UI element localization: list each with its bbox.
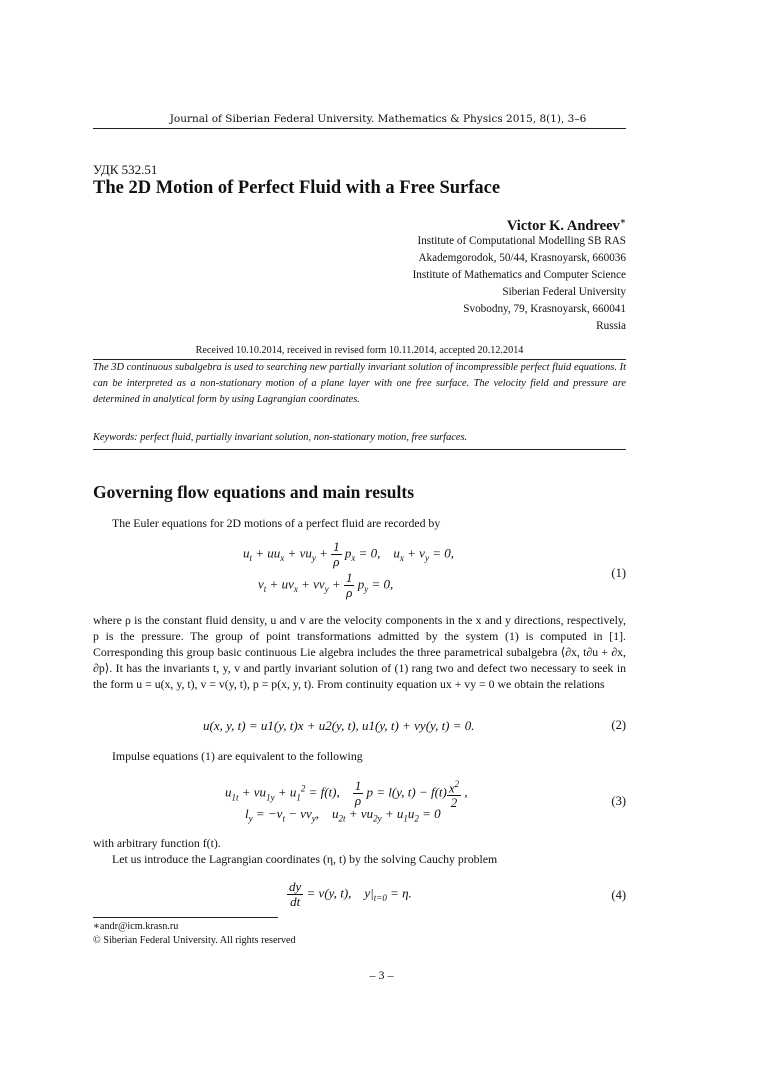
paragraph-group-analysis: where ρ is the constant fluid density, u and v are the velocity components in the x and y directions, respectively, p is the pressure. The group of point transformations admitted by the system (1) is computed in [1]. Corresponding this group basic continuous Lie algebra includes the three parametrical subalgebra ⟨∂x, t∂u + ∂x, ∂p⟩. It has the invariants t, y, v and partly invariant solution of (1) rang two and defect two necessary to seek in the form u = u(x, y, t), v = v(y, t), p = p(x, y, t). From continuity equation ux + vy = 0 we obtain the relations	[93, 613, 626, 691]
equation-3-line-2: $l_y = -v_t - vv_y$, $u_{2t} + vu_{2y} + u_1u_2 = 0$	[245, 806, 441, 824]
equation-4: $\frac{dy}{dt}$ = v(y, t), $y|_{t=0} = \eta$.	[289, 879, 412, 909]
affiliation-line: Siberian Federal University	[502, 286, 626, 298]
author-footnote-mark: ∗	[619, 216, 626, 226]
footnote-email: ∗andr@icm.krasn.ru	[93, 921, 179, 932]
header-rule	[93, 128, 626, 129]
equation-2: u(x, y, t) = u1(y, t)x + u2(y, t), u1(y, t) + vy(y, t) = 0.	[203, 718, 475, 733]
paragraph-impulse: Impulse equations (1) are equivalent to the following	[112, 749, 363, 763]
equation-number-1: (1)	[611, 566, 626, 580]
paragraph-intro: The Euler equations for 2D motions of a perfect fluid are recorded by	[112, 516, 441, 530]
page-number: – 3 –	[369, 968, 394, 982]
udk-code: УДК 532.51	[93, 162, 158, 177]
affiliation-line: Institute of Computational Modelling SB RAS	[417, 235, 626, 247]
footnote-rule	[93, 917, 278, 918]
equation-number-3: (3)	[611, 794, 626, 808]
paragraph-arbitrary-function: with arbitrary function f(t).	[93, 836, 221, 850]
abstract-rule-bottom	[93, 449, 626, 450]
affiliation-line: Akademgorodok, 50/44, Krasnoyarsk, 660036	[418, 252, 626, 264]
paragraph-lagrangian: Let us introduce the Lagrangian coordinates (η, t) by the solving Cauchy problem	[112, 852, 498, 866]
section-heading: Governing flow equations and main results	[93, 482, 415, 502]
equation-3-line-1: $u_{1t} + vu_{1y} + u_1^2 = f(t)$, $\frac{1}{\rho}$ p = l(y, t) − f(t) $\frac{x^2}{2}$ ,	[225, 778, 468, 811]
received-dates: Received 10.10.2014, received in revised form 10.11.2014, accepted 20.12.2014	[195, 345, 524, 356]
author-name: Victor K. Andreev∗	[506, 216, 626, 234]
equation-number-4: (4)	[611, 888, 626, 902]
affiliation-line: Svobodny, 79, Krasnoyarsk, 660041	[463, 303, 626, 315]
abstract: The 3D continuous subalgebra is used to searching new partially invariant solution of incompressible perfect fluid equations. It can be interpreted as a non-stationary motion of a plane layer with one free surface. The velocity field and pressure are determined in analytical form by using Lagrangian coordinates.	[93, 362, 626, 405]
keywords: Keywords: perfect fluid, partially invariant solution, non-stationary motion, free surfaces.	[93, 432, 468, 443]
footnote-copyright: © Siberian Federal University. All rights reserved	[93, 935, 296, 946]
paper-title: The 2D Motion of Perfect Fluid with a Free Surface	[93, 178, 501, 198]
equation-number-2: (2)	[611, 718, 626, 732]
affiliation-line: Institute of Mathematics and Computer Science	[412, 269, 626, 281]
journal-header: Journal of Siberian Federal University. Mathematics & Physics 2015, 8(1), 3–6	[169, 113, 587, 125]
affiliation-country: Russia	[596, 320, 626, 332]
equation-1-line-1: $u_t + uu_x + vu_y$ + $\frac{1}{\rho}$ $p_x = 0$, $u_x + v_y = 0$,	[243, 539, 454, 569]
equation-1-line-2: $v_t + uv_x + vv_y$ + $\frac{1}{\rho}$ $p_y = 0$,	[258, 570, 394, 600]
